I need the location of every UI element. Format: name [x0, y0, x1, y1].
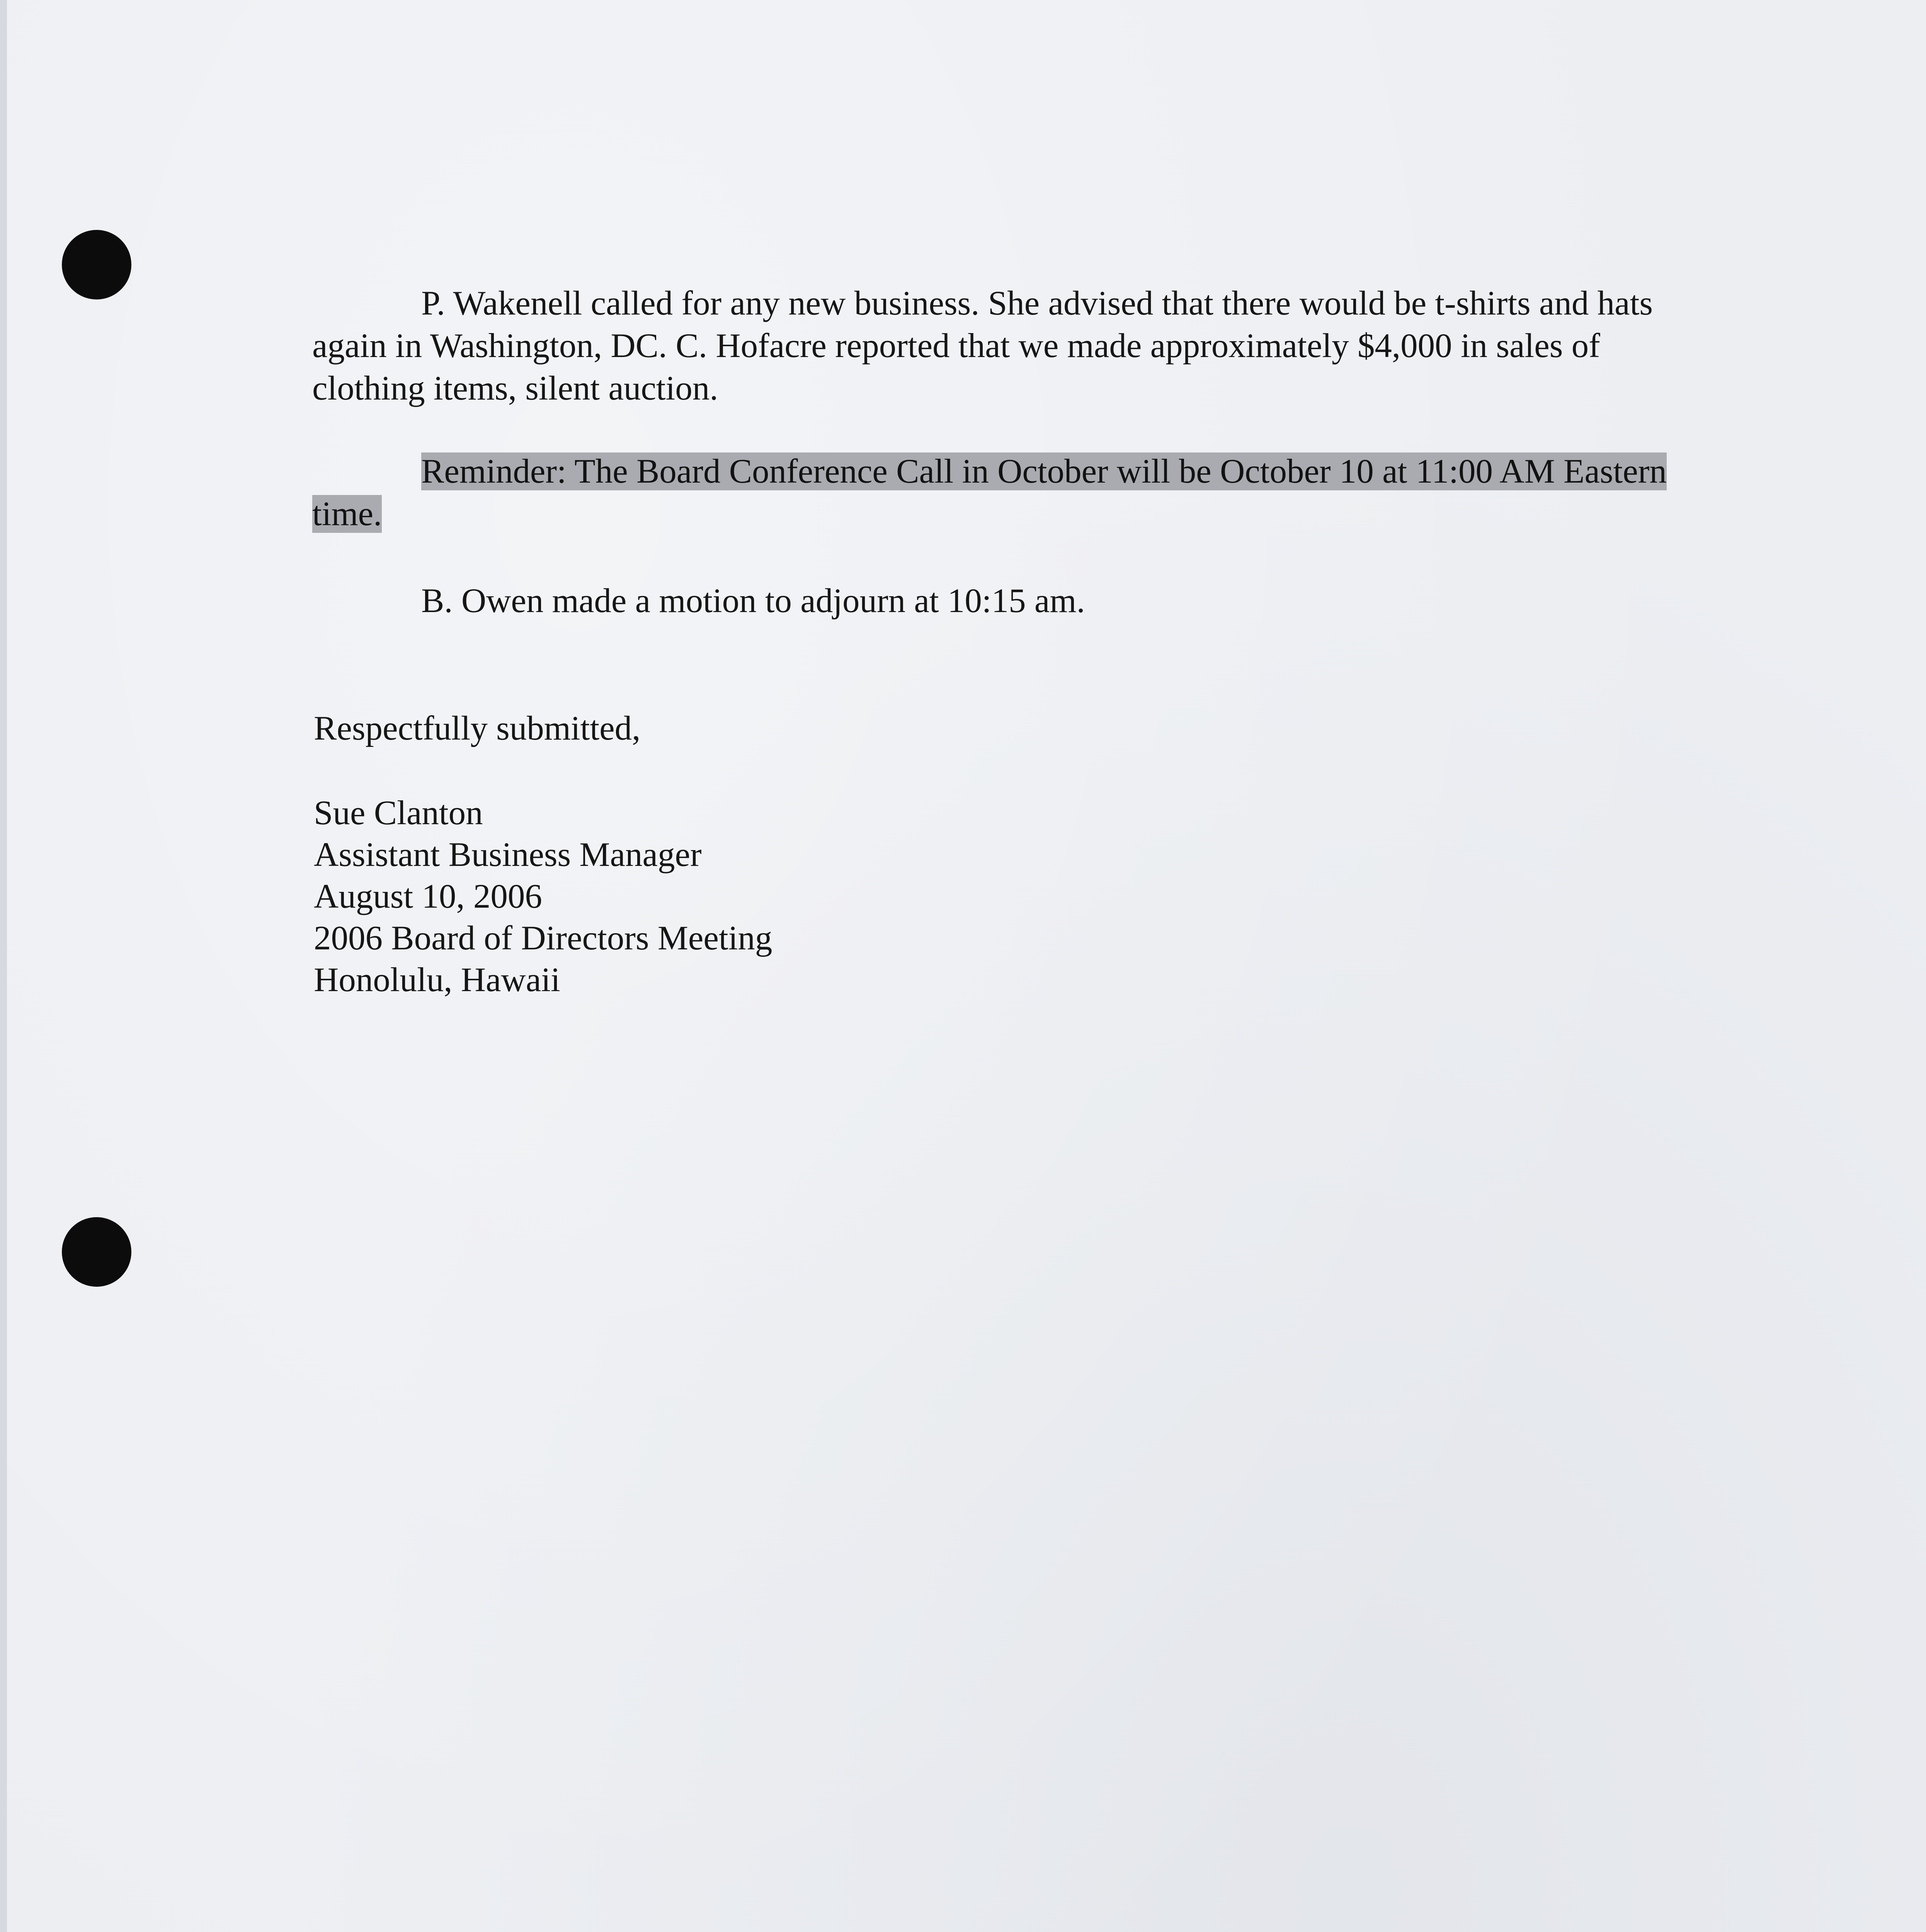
adjourn-text: B. Owen made a motion to adjourn at 10:15 am.	[421, 582, 1085, 620]
punch-hole-middle	[62, 1217, 131, 1287]
closing-line: Respectfully submitted,	[314, 709, 641, 747]
meeting-location: Honolulu, Hawaii	[314, 961, 560, 999]
signer-title: Assistant Business Manager	[314, 836, 702, 874]
adjourn-paragraph	[312, 580, 1680, 622]
punch-hole-top	[62, 230, 131, 299]
page-left-edge	[0, 0, 7, 1932]
signature-date: August 10, 2006	[314, 878, 542, 915]
signer-name: Sue Clanton	[314, 794, 483, 832]
reminder-highlighted-text: Reminder: The Board Conference Call in October will be October 10 at 11:00 AM Eastern time.	[312, 452, 1667, 533]
reminder-paragraph	[312, 450, 1680, 535]
new-business-text: P. Wakenell called for any new business. She advised that there would be t-shirts and hats again in Washington, DC. C. Hofacre reported that we made approximately $4,000 in sales of clothing items, silent auction.	[312, 284, 1653, 407]
new-business-paragraph	[312, 282, 1680, 410]
signature-block	[314, 792, 772, 1001]
meeting-name: 2006 Board of Directors Meeting	[314, 919, 772, 957]
